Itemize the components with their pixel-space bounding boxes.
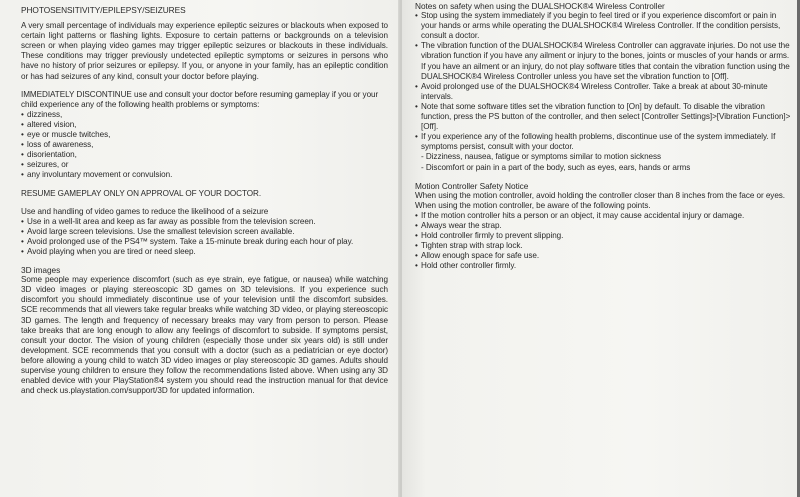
symptom-list: [21, 110, 388, 181]
list-item: • disorientation,: [21, 150, 388, 160]
3d-images-heading: 3D images: [21, 265, 61, 276]
photosensitivity-heading: PHOTOSENSITIVITY/EPILEPSY/SEIZURES: [21, 5, 186, 15]
photosensitivity-paragraph: A very small percentage of individuals may experience epileptic seizures or blackouts when exposed to certain light patterns or flashing lights. Exposure to certain patterns or backgrounds on a television screen or when playing video games may trigger epileptic seizures or blackouts in these individuals. These conditions may trigger previously undetected epileptic symptoms or seizures in persons who have no history of prior seizures or epilepsy. If you, or anyone in your family, has an epileptic condition or has had seizures of any kind, consult your doctor before playing.: [21, 21, 388, 81]
motion-paragraph-1: When using the motion controller, avoid holding the controller closer than 8 inches from the face or eyes.: [415, 190, 786, 200]
list-item: • Tighten strap with strap lock.: [415, 241, 792, 251]
list-subitem: - Discomfort or pain in a part of the body, such as eyes, ears, hands or arms: [421, 162, 691, 172]
dualshock-safety-heading: Notes on safety when using the DUALSHOCK®4 Wireless Controller: [415, 1, 665, 11]
list-item: • loss of awareness,: [21, 140, 388, 150]
resume-heading: RESUME GAMEPLAY ONLY ON APPROVAL OF YOUR DOCTOR.: [21, 188, 262, 198]
list-item: • Note that some software titles set the vibration function to [On] by default. To disable the vibration function, press the PS button of the controller, and then select [Controller Settings]>[Vibration Function]>[Off].: [415, 102, 792, 132]
list-item: • altered vision,: [21, 120, 388, 130]
list-item: • Always wear the strap.: [415, 221, 792, 231]
list-item: • Avoid prolonged use of the PS4™ system. Take a 15-minute break during each hour of play.: [21, 237, 388, 247]
list-item: • Hold controller firmly to prevent slipping.: [415, 231, 792, 241]
list-item: • Avoid large screen televisions. Use the smallest television screen available.: [21, 227, 388, 237]
list-item: • If you experience any of the following health problems, discontinue use of the system immediately. If symptoms persist, consult with your doctor.: [415, 132, 792, 152]
list-item: • Use in a well-lit area and keep as far away as possible from the television screen.: [21, 217, 388, 227]
dualshock-safety-list: [415, 11, 792, 173]
3d-images-paragraph: Some people may experience discomfort (such as eye strain, eye fatigue, or nausea) while watching 3D video images or playing stereoscopic 3D games on 3D televisions. If you experience such discomfort you should immediately discontinue use of your television until the discomfort subsides. SCE recommends that all viewers take regular breaks while watching 3D video, or playing stereoscopic 3D games. The length and frequency of necessary breaks may vary from person to person. Please take breaks that are long enough to allow any feelings of discomfort to subside. If symptoms persist, consult your doctor. The vision of young children (especially those under six years old) is still under development. SCE recommends that you consult with a doctor (such as a pediatrician or eye doctor) before allowing a young child to watch 3D video images or play stereoscopic 3D games. Adults should supervise young children to ensure they follow the recommendations listed above. When using any 3D enabled device with your PlayStation®4 system you should read the instruction manual for that device and check us.playstation.com/support/3D for updated information.: [21, 275, 388, 396]
list-item: • eye or muscle twitches,: [21, 130, 388, 140]
list-item: • any involuntary movement or convulsion.: [21, 170, 388, 180]
list-item: • Allow enough space for safe use.: [415, 251, 792, 261]
motion-controller-heading: Motion Controller Safety Notice: [415, 180, 529, 191]
list-item: • The vibration function of the DUALSHOCK®4 Wireless Controller can aggravate injuries. Do not use the vibration function if you have any ailment or injury to the bones, joints or muscles of your hands or arms. If you have an ailment or an injury, do not play software titles that contain the vibration function using the DUALSHOCK®4 Wireless Controller unless you have set the vibration function to [Off].: [415, 41, 792, 81]
motion-controller-list: [415, 211, 792, 272]
discontinue-intro: IMMEDIATELY DISCONTINUE use and consult your doctor before resuming gameplay if you or your child experience any of the following health problems or symptoms:: [21, 89, 379, 109]
use-intro: Use and handling of video games to reduce the likelihood of a seizure: [21, 206, 269, 216]
list-item: • Stop using the system immediately if you begin to feel tired or if you experience discomfort or pain in your hands or arms while operating the DUALSHOCK®4 Wireless Controller. If the condition persists, consult a doctor.: [415, 11, 792, 41]
motion-paragraph-2: When using the motion controller, be aware of the following points.: [415, 200, 651, 210]
list-item: • seizures, or: [21, 160, 388, 170]
list-item: • Hold other controller firmly.: [415, 261, 792, 271]
list-subitem: - Dizziness, nausea, fatigue or symptoms similar to motion sickness: [421, 152, 662, 162]
list-item: • Avoid prolonged use of the DUALSHOCK®4 Wireless Controller. Take a break at about 30-minute intervals.: [415, 82, 792, 102]
list-item: • Avoid playing when you are tired or need sleep.: [21, 247, 388, 257]
use-list: [21, 217, 388, 257]
list-item: • dizziness,: [21, 110, 388, 120]
list-item: • If the motion controller hits a person or an object, it may cause accidental injury or damage.: [415, 211, 792, 221]
right-page: [402, 0, 800, 497]
